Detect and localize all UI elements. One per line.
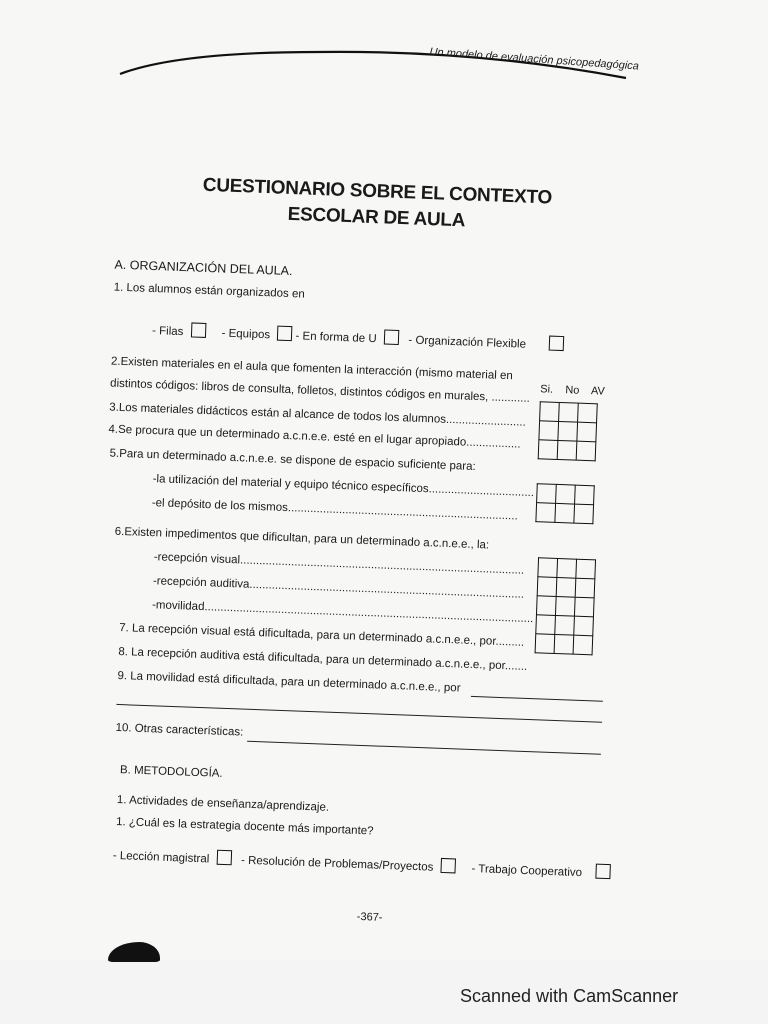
filas-checkbox[interactable] — [190, 322, 206, 338]
grid-cell-si[interactable] — [536, 503, 556, 523]
question-8: 8. La recepción auditiva está dificultada, para un determinado a.c.n.e.e., por....... — [118, 645, 528, 673]
grid-cell-no[interactable] — [557, 559, 577, 579]
page-title — [196, 173, 558, 238]
grid-cell-av[interactable] — [577, 422, 597, 442]
answer-grid-q6-q8[interactable] — [535, 557, 596, 655]
grid-cell-av[interactable] — [574, 616, 594, 636]
question-6c: -movilidad....................................................................................................... — [151, 599, 534, 626]
option-leccion-label: - Lección magistral — [112, 849, 210, 866]
camscanner-watermark: Scanned with CamScanner — [460, 986, 679, 1006]
trabajo-checkbox[interactable] — [595, 864, 611, 880]
answer-line-q10[interactable] — [247, 741, 601, 755]
column-av: AV — [590, 385, 606, 398]
option-flexible-label: - Organización Flexible — [408, 334, 527, 351]
title-line-2: ESCOLAR DE AULA — [287, 203, 466, 232]
resolucion-checkbox[interactable] — [440, 858, 456, 874]
grid-cell-av[interactable] — [574, 504, 594, 524]
grid-cell-no[interactable] — [556, 484, 576, 504]
title-line-1: CUESTIONARIO SOBRE EL CONTEXTO — [202, 174, 553, 209]
question-5a: -la utilización del material y equipo técnico específicos................................. — [152, 473, 535, 500]
grid-cell-si[interactable] — [537, 577, 557, 597]
grid-cell-av[interactable] — [576, 441, 596, 461]
grid-cell-si[interactable] — [536, 615, 556, 635]
question-10: 10. Otras características: — [115, 721, 244, 739]
column-headers — [540, 383, 605, 397]
question-6a: -recepción visual......................................................................................... — [153, 551, 525, 577]
section-b-options — [113, 846, 611, 880]
page-number: -367- — [356, 910, 383, 924]
section-b-heading: B. METODOLOGÍA. — [119, 764, 223, 780]
grid-row-q6c — [536, 596, 594, 617]
equipos-checkbox[interactable] — [277, 326, 293, 342]
question-1: 1. Los alumnos están organizados en — [113, 281, 305, 301]
column-no: No — [565, 384, 580, 397]
grid-cell-av[interactable] — [575, 485, 595, 505]
grid-cell-si[interactable] — [538, 558, 558, 578]
section-b-question-1: 1. ¿Cuál es la estrategia docente más importante? — [115, 816, 374, 838]
question-2-line-1: 2.Existen materiales en el aula que fomenten la interacción (mismo material en — [110, 355, 513, 383]
grid-cell-si[interactable] — [537, 484, 557, 504]
question-9: 9. La movilidad está dificultada, para un determinado a.c.n.e.e., por — [117, 669, 461, 695]
option-equipos-label: - Equipos — [221, 327, 271, 342]
leccion-checkbox[interactable] — [216, 850, 232, 866]
grid-cell-si[interactable] — [538, 440, 558, 460]
grid-row-q3 — [539, 421, 597, 442]
question-2-line-2: distintos códigos: libros de consulta, folletos, distintos códigos en murales, ............ — [109, 377, 531, 405]
forma-u-checkbox[interactable] — [384, 329, 400, 345]
grid-cell-no[interactable] — [557, 440, 577, 460]
grid-row-q4 — [538, 440, 596, 461]
grid-cell-av[interactable] — [574, 597, 594, 617]
grid-row-q6a — [538, 558, 596, 579]
question-6: 6.Existen impedimentos que dificultan, para un determinado a.c.n.e.e., la: — [114, 525, 490, 552]
option-trabajo-label: - Trabajo Cooperativo — [471, 863, 583, 880]
flexible-checkbox[interactable] — [549, 336, 565, 352]
answer-grid-q5[interactable] — [535, 483, 594, 524]
option-forma-u-label: - En forma de U — [295, 330, 377, 346]
questionnaire — [102, 170, 648, 924]
option-resolucion-label: - Resolución de Problemas/Proyectos — [240, 854, 434, 874]
question-1-options — [152, 321, 565, 352]
grid-cell-av[interactable] — [576, 559, 596, 579]
grid-cell-no[interactable] — [555, 596, 575, 616]
question-4: 4.Se procura que un determinado a.c.n.e.e. esté en el lugar apropiado................. — [108, 423, 521, 451]
grid-cell-no[interactable] — [558, 421, 578, 441]
grid-cell-av[interactable] — [578, 403, 598, 423]
grid-cell-no[interactable] — [555, 503, 575, 523]
answer-grid-q2-q4[interactable] — [538, 401, 598, 461]
grid-cell-si[interactable] — [540, 402, 560, 422]
grid-cell-si[interactable] — [535, 634, 555, 654]
grid-cell-si[interactable] — [539, 421, 559, 441]
question-5: 5.Para un determinado a.c.n.e.e. se dispone de espacio suficiente para: — [109, 447, 476, 473]
grid-cell-si[interactable] — [536, 596, 556, 616]
question-5b: -el depósito de los mismos........................................................................ — [151, 497, 518, 523]
option-filas-label: - Filas — [151, 324, 184, 339]
scan-shadow — [108, 942, 160, 962]
grid-row-q5a — [537, 484, 595, 505]
grid-cell-no[interactable] — [555, 615, 575, 635]
grid-cell-av[interactable] — [573, 635, 593, 655]
running-head: Un modelo de evaluación psicopedagógica — [429, 46, 640, 73]
section-a-heading: A. ORGANIZACIÓN DEL AULA. — [114, 257, 293, 279]
grid-cell-no[interactable] — [554, 634, 574, 654]
grid-row-q8 — [535, 634, 593, 655]
question-3: 3.Los materiales didácticos están al alcance de todos los alumnos......................... — [109, 401, 526, 429]
grid-row-q7 — [536, 615, 594, 636]
column-si: Si. — [540, 383, 554, 396]
grid-row-q6b — [537, 577, 595, 598]
grid-cell-av[interactable] — [575, 578, 595, 598]
question-6b: -recepción auditiva...................................................................................... — [152, 575, 525, 601]
question-7: 7. La recepción visual está dificultada, para un determinado a.c.n.e.e., por......... — [118, 621, 525, 649]
answer-line-q9[interactable] — [471, 696, 603, 702]
section-b-item-1: 1. Actividades de enseñanza/aprendizaje. — [116, 794, 330, 814]
grid-row-q5b — [536, 503, 594, 524]
grid-row-q2 — [540, 402, 598, 423]
answer-line-q9-extra[interactable] — [116, 704, 602, 723]
grid-cell-no[interactable] — [556, 577, 576, 597]
grid-cell-no[interactable] — [559, 402, 579, 422]
